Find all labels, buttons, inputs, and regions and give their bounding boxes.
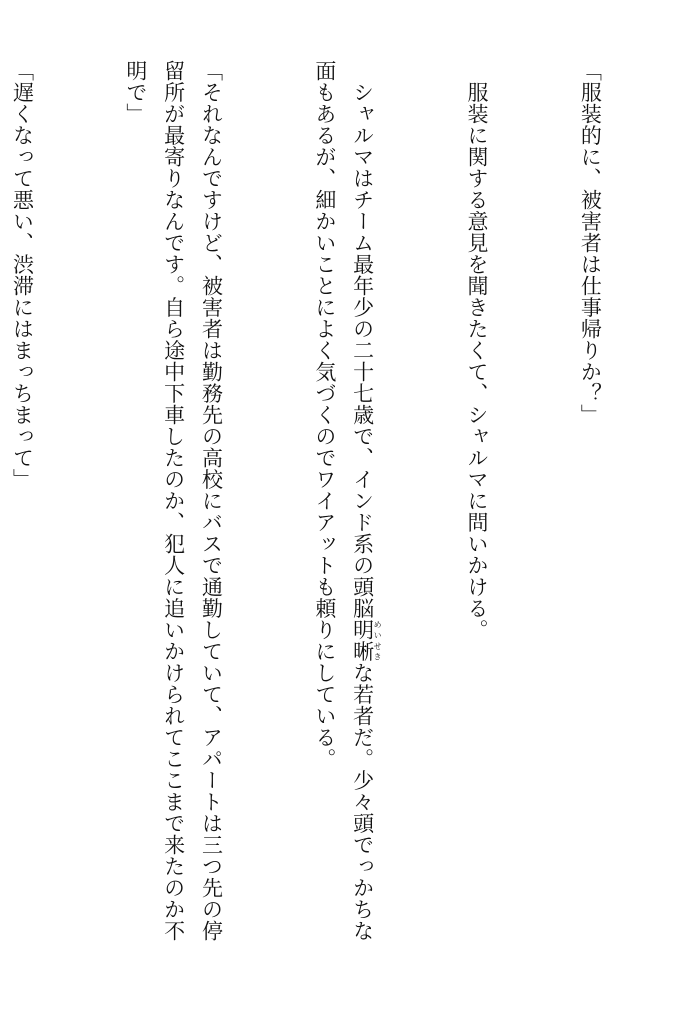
- paragraph-3-part-1: シャルマはチーム最年少の二十七歳で、インド系の頭脳: [350, 60, 375, 619]
- paragraph-3: [305, 60, 382, 960]
- paragraph-2: 服装に関する意見を聞きたくて、シャルマに問いかける。: [465, 60, 490, 641]
- paragraph-1: 「服装的に、被害者は仕事帰りか？」: [578, 60, 603, 426]
- ruby-meiseki: [350, 619, 383, 662]
- vertical-text-block: [0, 60, 684, 960]
- ruby-meiseki-reading: めいせき: [373, 619, 383, 662]
- paragraph-4: 「それなんですけど、被害者は勤務先の高校にバスで通勤していて、アパートは三つ先の停留所が最寄りなんです。自ら途中下車したのか、犯人に追いかけられてここまで来たのか不明で」: [123, 60, 224, 942]
- ruby-meiseki-base: 明晰: [350, 619, 375, 662]
- paragraph-3-part-2: な若者だ。少々頭でっかちな面もあるが、細かいことによく気づくのでワイアットも頼りにしている。: [312, 60, 375, 942]
- paragraph-5: 「遅くなって悪い、渋滞にはまっちまって」: [10, 60, 35, 490]
